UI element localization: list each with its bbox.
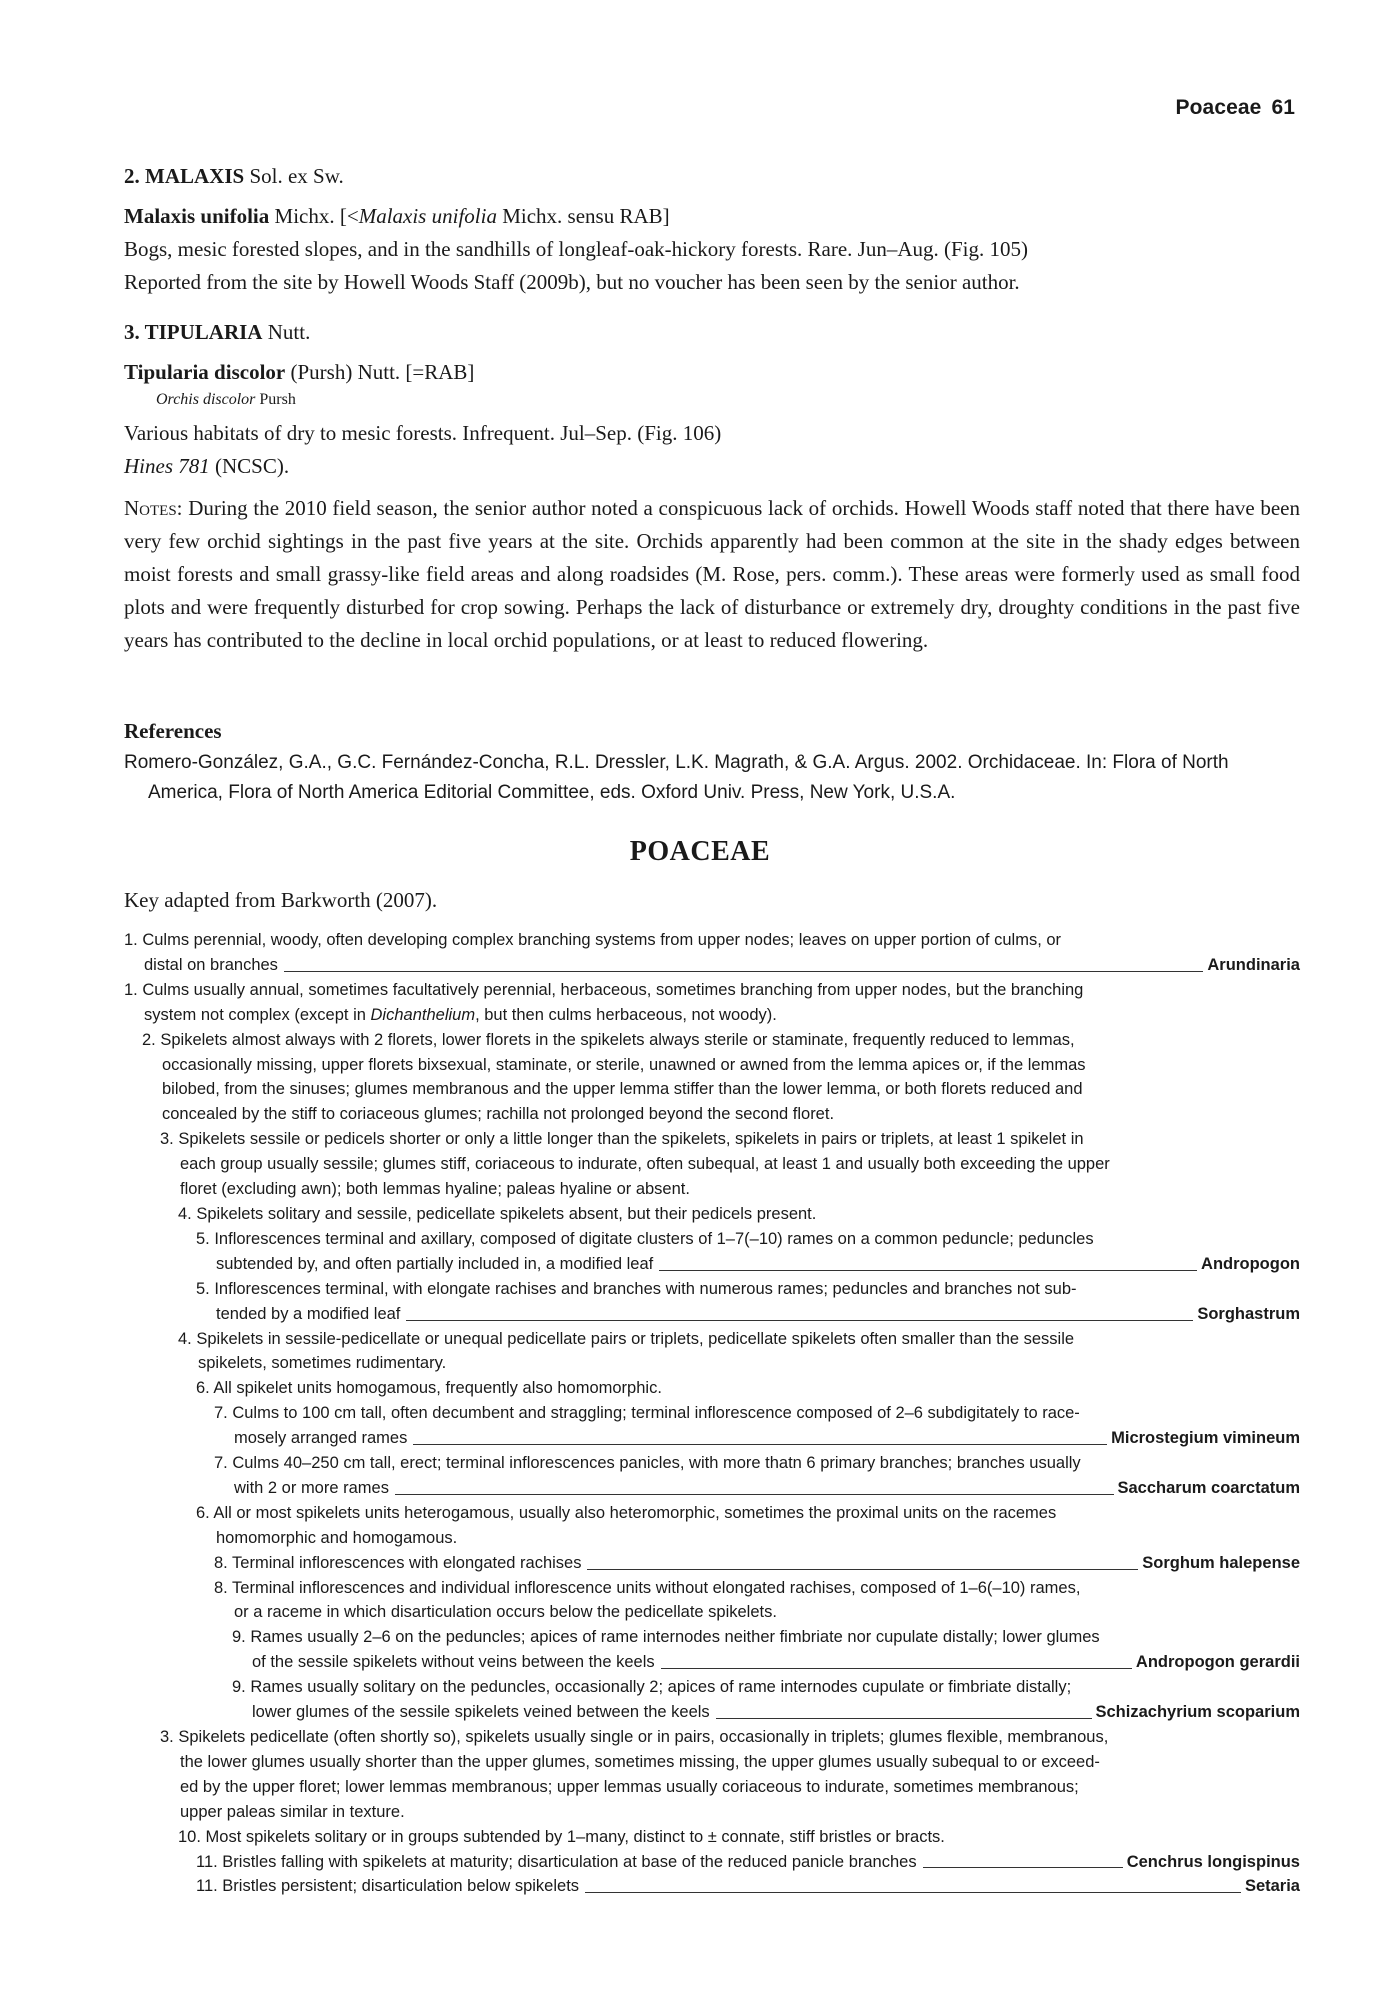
key-couplet-text: bilobed, from the sinuses; glumes membranous and the upper lemma stiffer than the lower lemma, or both florets reduced and xyxy=(162,1080,1083,1099)
key-lead-text: mosely arranged rames xyxy=(234,1429,408,1448)
dichotomous-key xyxy=(124,928,1300,1899)
key-couplet-text: 4. Spikelets solitary and sessile, pedicellate spikelets absent, but their pedicels present. xyxy=(178,1204,817,1223)
key-couplet-text: 3. Spikelets pedicellate (often shortly so), spikelets usually single or in pairs, occasionally in triplets; glumes flexible, membranous, xyxy=(160,1728,1109,1746)
key-couplet-line xyxy=(142,1028,1300,1053)
key-taxon-answer: Andropogon gerardii xyxy=(1135,1653,1300,1672)
key-leader-rule xyxy=(585,1892,1241,1893)
key-couplet-line xyxy=(124,978,1300,1003)
key-couplet-text: homomorphic and homogamous. xyxy=(216,1528,458,1547)
key-leader-rule xyxy=(923,1867,1123,1868)
key-lead-text: 11. Bristles persistent; disarticulation below spikelets xyxy=(196,1877,580,1896)
key-couplet-line xyxy=(196,1277,1300,1302)
tipularia-species-heading: Tipularia discolor (Pursh) Nutt. [=RAB] xyxy=(124,360,475,384)
key-lead-line xyxy=(216,1252,1300,1277)
key-couplet-text: 6. All spikelet units homogamous, frequently also homomorphic. xyxy=(196,1379,662,1398)
key-couplet-line xyxy=(232,1625,1300,1650)
key-couplet-continuation xyxy=(162,1102,1300,1127)
malaxis-report: Reported from the site by Howell Woods Staff (2009b), but no voucher has been seen by the senior author. xyxy=(124,270,1020,294)
key-couplet-text: or a raceme in which disarticulation occurs below the pedicellate spikelets. xyxy=(234,1603,777,1622)
key-couplet-text: concealed by the stiff to coriaceous glumes; rachilla not prolonged beyond the second floret. xyxy=(162,1105,835,1124)
key-couplet-text: 2. Spikelets almost always with 2 florets, lower florets in the spikelets always sterile or staminate, frequently reduced to lemmas, xyxy=(142,1030,1075,1049)
key-lead-line xyxy=(214,1551,1300,1576)
key-leader-rule xyxy=(406,1320,1193,1321)
key-lead-text: distal on branches xyxy=(144,955,278,974)
key-couplet-text: 9. Rames usually solitary on the peduncles, occasionally 2; apices of rame internodes cupulate or fimbriate distally; xyxy=(232,1678,1072,1697)
key-couplet-text: 9. Rames usually 2–6 on the peduncles; apices of rame internodes neither fimbriate nor cupulate distally; lower glumes xyxy=(232,1628,1100,1647)
key-lead-line xyxy=(144,953,1300,978)
tipularia-voucher: Hines 781 (NCSC). xyxy=(124,454,290,478)
key-couplet-text: 1. Culms perennial, woody, often developing complex branching systems from upper nodes; leaves on upper portion of culms, or xyxy=(124,931,1062,949)
key-couplet-continuation xyxy=(162,1053,1300,1078)
key-couplet-text: 1. Culms usually annual, sometimes facultatively perennial, herbaceous, sometimes branching from upper nodes, but the branching xyxy=(124,980,1084,999)
key-taxon-answer: Schizachyrium scoparium xyxy=(1095,1703,1300,1722)
key-leader-rule xyxy=(661,1668,1132,1669)
key-couplet-line xyxy=(160,1725,1300,1750)
malaxis-species-heading: Malaxis unifolia Michx. [<Malaxis unifolia Michx. sensu RAB] xyxy=(124,204,670,228)
key-lead-text: 8. Terminal inflorescences with elongated rachises xyxy=(214,1553,582,1572)
family-title: POACEAE xyxy=(629,836,771,867)
key-couplet-line xyxy=(178,1825,1300,1850)
key-couplet-line xyxy=(124,928,1300,953)
running-head-family: Poaceae xyxy=(1175,96,1262,119)
key-taxon-answer: Andropogon xyxy=(1201,1254,1300,1273)
notes-section xyxy=(124,492,1300,657)
key-leader-rule xyxy=(395,1494,1114,1495)
key-couplet-continuation xyxy=(180,1152,1300,1177)
key-couplet-line xyxy=(196,1501,1300,1526)
key-taxon-answer: Sorghastrum xyxy=(1197,1304,1300,1323)
key-leader-rule xyxy=(413,1444,1107,1445)
references-section xyxy=(124,716,1300,808)
malaxis-habitat: Bogs, mesic forested slopes, and in the sandhills of longleaf-oak-hickory forests. Rare. Jun–Aug. (Fig. 105) xyxy=(124,237,1028,261)
key-leader-rule xyxy=(716,1718,1092,1719)
key-couplet-text: upper paleas similar in texture. xyxy=(180,1802,405,1821)
key-couplet-line xyxy=(196,1227,1300,1252)
key-couplet-line xyxy=(214,1401,1300,1426)
key-couplet-line xyxy=(160,1127,1300,1152)
notes-label: Notes: xyxy=(124,496,183,520)
key-couplet-line xyxy=(196,1376,1300,1401)
references-heading: References xyxy=(124,719,222,743)
key-couplet-continuation xyxy=(198,1351,1300,1376)
key-lead-line xyxy=(252,1650,1300,1675)
key-taxon-answer: Sorghum halepense xyxy=(1142,1553,1300,1572)
key-couplet-continuation xyxy=(180,1800,1300,1825)
key-taxon-answer: Arundinaria xyxy=(1207,955,1300,974)
key-couplet-text: occasionally missing, upper florets bixsexual, staminate, or sterile, unawned or awned from the lemma apices or, if the lemmas xyxy=(162,1055,1086,1074)
key-couplet-text: 3. Spikelets sessile or pedicels shorter or only a little longer than the spikelets, spikelets in pairs or triplets, at least 1 spikelet in xyxy=(160,1130,1084,1149)
key-taxon-answer: Setaria xyxy=(1244,1877,1300,1896)
key-intro: Key adapted from Barkworth (2007). xyxy=(124,888,438,912)
key-couplet-text: 5. Inflorescences terminal, with elongate rachises and branches with numerous rames; peduncles and branches not sub- xyxy=(196,1279,1077,1298)
key-couplet-line xyxy=(214,1451,1300,1476)
key-taxon-answer: Cenchrus longispinus xyxy=(1126,1852,1300,1871)
running-head xyxy=(1176,96,1296,120)
key-couplet-continuation xyxy=(180,1750,1300,1775)
key-couplet-text: spikelets, sometimes rudimentary. xyxy=(198,1354,447,1373)
malaxis-section xyxy=(124,160,1300,299)
page-number: 61 xyxy=(1271,96,1295,119)
key-couplet-line xyxy=(232,1675,1300,1700)
key-lead-line xyxy=(196,1874,1300,1899)
key-couplet-continuation xyxy=(162,1077,1300,1102)
key-couplet-line xyxy=(178,1327,1300,1352)
key-lead-text: subtended by, and often partially included in, a modified leaf xyxy=(216,1254,654,1273)
key-leader-rule xyxy=(587,1569,1138,1570)
key-lead-line xyxy=(234,1426,1300,1451)
key-lead-text: 11. Bristles falling with spikelets at maturity; disarticulation at base of the reduced panicle branches xyxy=(196,1852,917,1871)
key-couplet-text: ed by the upper floret; lower lemmas membranous; upper lemmas usually coriaceous to indurate, sometimes membranous; xyxy=(180,1777,1079,1796)
key-couplet-text: 7. Culms to 100 cm tall, often decumbent and straggling; terminal inflorescence composed of 2–6 subdigitately to race- xyxy=(214,1404,1080,1423)
key-leader-rule xyxy=(659,1270,1197,1271)
malaxis-genus-heading: 2. MALAXIS Sol. ex Sw. xyxy=(124,164,344,188)
key-lead-line xyxy=(234,1476,1300,1501)
key-lead-text: lower glumes of the sessile spikelets veined between the keels xyxy=(252,1703,710,1722)
key-couplet-continuation xyxy=(180,1775,1300,1800)
key-lead-line xyxy=(216,1302,1300,1327)
key-taxon-answer: Microstegium vimineum xyxy=(1111,1429,1300,1448)
key-couplet-text: 8. Terminal inflorescences and individual inflorescence units without elongated rachises, composed of 1–6(–10) rames, xyxy=(214,1578,1081,1597)
key-couplet-line xyxy=(214,1576,1300,1601)
key-couplet-continuation xyxy=(144,1003,1300,1028)
key-couplet-text: each group usually sessile; glumes stiff, coriaceous to indurate, often subequal, at least 1 and usually both exceeding the upper xyxy=(180,1155,1110,1174)
key-leader-rule xyxy=(284,971,1203,972)
reference-romero-gonzalez: Romero-González, G.A., G.C. Fernández-Concha, R.L. Dressler, L.K. Magrath, & G.A. Argus. 2002. Orchidaceae. In: Flora of North America, Flora of North America Editorial Committee, eds. Oxford Univ. Press, New York, U.S.A. xyxy=(124,752,1229,803)
tipularia-genus-heading: 3. TIPULARIA Nutt. xyxy=(124,320,311,344)
key-lead-line xyxy=(252,1700,1300,1725)
key-couplet-continuation xyxy=(180,1177,1300,1202)
key-couplet-text: 7. Culms 40–250 cm tall, erect; terminal inflorescences panicles, with more thatn 6 primary branches; branches usually xyxy=(214,1454,1081,1473)
key-couplet-text: 4. Spikelets in sessile-pedicellate or unequal pedicellate pairs or triplets, pedicellate spikelets often smaller than the sessile xyxy=(178,1329,1075,1348)
tipularia-synonym: Orchis discolor Pursh xyxy=(156,391,296,408)
key-lead-text: tended by a modified leaf xyxy=(216,1304,401,1323)
tipularia-section xyxy=(124,316,1300,483)
key-couplet-text: 5. Inflorescences terminal and axillary, composed of digitate clusters of 1–7(–10) rames on a common peduncle; peduncles xyxy=(196,1229,1094,1248)
key-couplet-text: the lower glumes usually shorter than the upper glumes, sometimes missing, the upper glumes usually subequal to or exceed- xyxy=(180,1752,1100,1771)
key-lead-text: of the sessile spikelets without veins between the keels xyxy=(252,1653,655,1672)
key-taxon-answer: Saccharum coarctatum xyxy=(1117,1478,1300,1497)
key-couplet-continuation xyxy=(216,1526,1300,1551)
key-couplet-line xyxy=(178,1202,1300,1227)
notes-text: During the 2010 field season, the senior author noted a conspicuous lack of orchids. Howell Woods staff noted that there have been very few orchid sightings in the past five years at the site. Orchids apparently had been common at the site in the shady edges between moist forests and small grassy-like field areas and along roadsides (M. Rose, pers. comm.). These areas were formerly used as small food plots and were frequently disturbed for crop sowing. Perhaps the lack of disturbance or extremely dry, droughty conditions in the past five years has contributed to the decline in local orchid populations, or at least to reduced flowering. xyxy=(124,496,1300,652)
key-couplet-text: 10. Most spikelets solitary or in groups subtended by 1–many, distinct to ± connate, stiff bristles or bracts. xyxy=(178,1827,945,1846)
tipularia-habitat: Various habitats of dry to mesic forests. Infrequent. Jul–Sep. (Fig. 106) xyxy=(124,421,722,445)
key-couplet-text: 6. All or most spikelets units heterogamous, usually also heteromorphic, sometimes the proximal units on the racemes xyxy=(196,1503,1057,1522)
key-couplet-continuation xyxy=(234,1600,1300,1625)
key-couplet-text: floret (excluding awn); both lemmas hyaline; paleas hyaline or absent. xyxy=(180,1180,690,1199)
key-lead-text: with 2 or more rames xyxy=(234,1478,389,1497)
notes-paragraph xyxy=(124,492,1300,657)
key-couplet-text: system not complex (except in Dichanthelium, but then culms herbaceous, not woody). xyxy=(144,1005,777,1024)
key-lead-line xyxy=(196,1850,1300,1875)
